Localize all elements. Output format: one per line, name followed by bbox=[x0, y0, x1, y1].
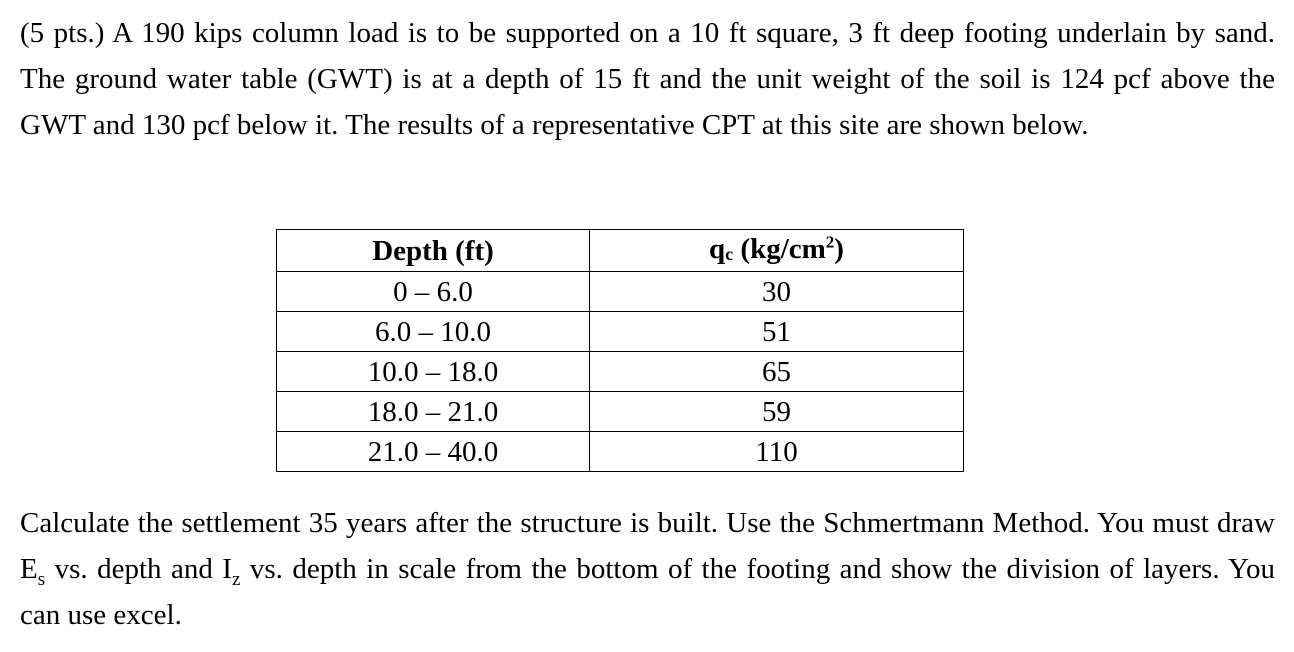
depth-cell: 6.0 – 10.0 bbox=[277, 312, 590, 352]
table-row bbox=[277, 432, 964, 472]
qc-unit-exponent: 2 bbox=[825, 232, 835, 252]
qc-cell: 65 bbox=[590, 352, 964, 392]
table-row bbox=[277, 392, 964, 432]
cpt-results-table bbox=[276, 229, 964, 472]
qc-subscript: c bbox=[725, 244, 734, 264]
task-text-part1: Calculate the settlement 35 years after the structure is built. Use the Schmertmann Method. You must draw E bbox=[20, 507, 1275, 585]
es-subscript: s bbox=[37, 568, 46, 590]
qc-unit: (kg/cm bbox=[733, 233, 826, 265]
table-row bbox=[277, 312, 964, 352]
qc-cell: 30 bbox=[590, 272, 964, 312]
qc-symbol: q bbox=[709, 233, 726, 265]
qc-cell: 59 bbox=[590, 392, 964, 432]
problem-statement: (5 pts.) A 190 kips column load is to be supported on a 10 ft square, 3 ft deep footing underlain by sand. The ground water table (GWT) is at a depth of 15 ft and the unit weight of the soil is 124 pcf above the GWT and 130 pcf below it. The results of a representative CPT at this site are shown below. bbox=[20, 17, 1275, 141]
depth-column-header: Depth (ft) bbox=[277, 230, 590, 272]
table-row bbox=[277, 272, 964, 312]
qc-column-header bbox=[590, 230, 964, 272]
task-text-part2: vs. depth and I bbox=[45, 553, 232, 585]
qc-cell: 110 bbox=[590, 432, 964, 472]
task-text-part3: vs. depth in scale from the bottom of the footing and show the division of layers. You can use excel. bbox=[20, 553, 1275, 631]
table-header-row bbox=[277, 230, 964, 272]
depth-cell: 18.0 – 21.0 bbox=[277, 392, 590, 432]
task-instructions bbox=[20, 500, 1275, 638]
iz-subscript: z bbox=[231, 568, 241, 590]
table-row bbox=[277, 352, 964, 392]
depth-cell: 21.0 – 40.0 bbox=[277, 432, 590, 472]
depth-cell: 0 – 6.0 bbox=[277, 272, 590, 312]
depth-cell: 10.0 – 18.0 bbox=[277, 352, 590, 392]
qc-cell: 51 bbox=[590, 312, 964, 352]
qc-unit-close: ) bbox=[834, 233, 844, 265]
